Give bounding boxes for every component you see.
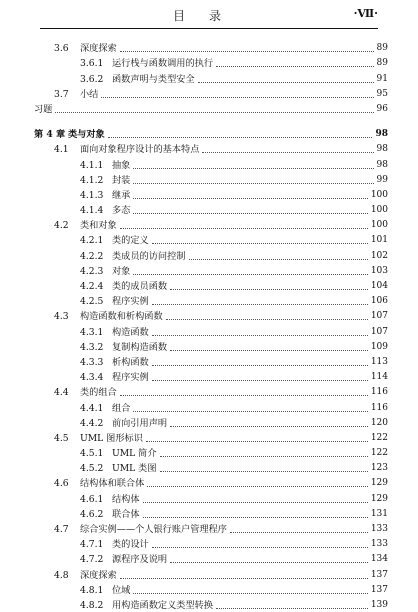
header-page-number: ·Ⅶ· — [353, 7, 378, 20]
toc-entry — [34, 308, 388, 323]
toc-entry-number: 4.2.2 — [80, 250, 104, 262]
toc-entry-title: 运行栈与函数调用的执行 — [112, 58, 214, 70]
toc-entry — [34, 536, 388, 551]
page-header — [40, 4, 378, 29]
toc-entry-title: 结构体和联合体 — [80, 478, 145, 490]
toc-entry-number: 4.6 — [54, 478, 69, 490]
toc-entry — [34, 232, 388, 247]
toc-entry-page: 99 — [376, 174, 388, 185]
dot-leader — [143, 502, 368, 503]
toc-entry-number: 4.7.1 — [80, 539, 104, 551]
dot-leader — [152, 380, 368, 381]
header-title: 目录 — [172, 9, 245, 23]
toc-entry-page: 100 — [370, 220, 388, 231]
dot-leader — [120, 51, 374, 52]
toc-entry-page: 95 — [376, 88, 388, 99]
toc-entry-page: 133 — [370, 539, 388, 550]
toc-entry-page: 102 — [370, 250, 388, 261]
toc-entry — [34, 490, 388, 505]
toc-entry — [34, 597, 388, 612]
toc-entry — [34, 86, 388, 101]
toc-entry-number: 4.3.4 — [80, 372, 104, 384]
dot-leader — [202, 152, 373, 153]
toc-entry-number: 4.6.1 — [80, 493, 104, 505]
dot-leader — [198, 82, 374, 83]
dot-leader — [152, 304, 368, 305]
toc-entry-page: 106 — [370, 296, 388, 307]
dot-leader — [133, 183, 373, 184]
toc-entry-page: 120 — [370, 417, 388, 428]
dot-leader — [152, 335, 368, 336]
toc-entry — [34, 551, 388, 566]
toc-entry-number: 4.1.4 — [80, 205, 104, 217]
toc-entry-title: 类的设计 — [112, 539, 149, 551]
toc-entry — [34, 187, 388, 202]
dot-leader — [170, 426, 368, 427]
toc-entry-page: 96 — [376, 103, 388, 114]
toc-entry — [34, 445, 388, 460]
toc-entry-number: 4.2.1 — [80, 235, 104, 247]
dot-leader — [108, 137, 373, 138]
toc-entry-title: 深度探索 — [80, 569, 117, 581]
toc-entry-title: 类的定义 — [112, 235, 149, 247]
dot-leader — [120, 395, 368, 396]
toc-entry — [34, 339, 388, 354]
toc-entry-title: UML 图形标识 — [80, 432, 143, 444]
toc-entry-title: 前向引用声明 — [112, 417, 168, 429]
toc-entry — [34, 172, 388, 187]
toc-entry-title: 类的成员函数 — [112, 281, 168, 292]
toc-entry — [34, 278, 388, 293]
dot-leader — [133, 198, 367, 199]
toc-entry — [34, 293, 388, 308]
toc-entry-title: 类成员的访问控制 — [112, 250, 186, 262]
toc-entry — [34, 70, 388, 85]
toc-entry-number: 4.2.4 — [80, 281, 104, 292]
toc-entry-title: 面向对象程序设计的基本特点 — [80, 144, 200, 156]
toc-entry-title: 结构体 — [112, 493, 140, 505]
toc-entry-number: 4.3.2 — [80, 341, 104, 353]
dot-leader — [133, 168, 373, 169]
toc-entry-title: 封装 — [112, 174, 131, 186]
toc-entry — [34, 247, 388, 262]
dot-leader — [152, 547, 368, 548]
toc-entry-number: 3.6.1 — [80, 58, 104, 70]
toc-entry-page: 116 — [370, 387, 388, 398]
toc-entry-page: 91 — [376, 73, 388, 84]
toc-entry-page: 116 — [370, 402, 388, 413]
toc-entry-page: 101 — [370, 235, 388, 246]
toc-entry-page: 104 — [370, 281, 388, 291]
toc-entry-page: 89 — [376, 43, 388, 54]
toc-entry — [34, 101, 388, 116]
toc-entry-title: 抽象 — [112, 159, 131, 171]
toc-entry-page: 100 — [370, 189, 388, 200]
dot-leader — [146, 441, 368, 442]
toc-entry-title: 类与对象 — [68, 129, 105, 141]
toc-entry-number: 4.1.2 — [80, 174, 104, 186]
toc-entry-number: 4.4.1 — [80, 402, 104, 414]
toc-entry-number: 3.6.2 — [80, 73, 104, 85]
toc-entry-page: 89 — [376, 58, 388, 69]
toc-entry-page: 113 — [370, 356, 388, 367]
toc-entry-title: 程序实例 — [112, 296, 149, 308]
toc-entry-number: 4.2.5 — [80, 296, 104, 308]
toc-entry-title: 函数声明与类型安全 — [112, 73, 195, 85]
toc-entry — [34, 55, 388, 70]
toc-entry-page: 109 — [370, 341, 388, 352]
toc-entry-title: 位域 — [112, 584, 131, 596]
dot-leader — [230, 532, 368, 533]
toc-entry-title: UML 简介 — [112, 448, 157, 460]
toc-entry-page: 114 — [370, 372, 388, 383]
toc-entry-page: 98 — [375, 129, 388, 140]
toc-entry — [34, 582, 388, 597]
toc-entry-page: 134 — [370, 554, 388, 565]
toc-entry — [34, 399, 388, 414]
toc-entry-number: 4.4.2 — [80, 417, 104, 429]
dot-leader — [170, 289, 368, 290]
toc-entry — [34, 566, 388, 581]
dot-leader — [143, 517, 368, 518]
toc-entry-title: 对象 — [112, 265, 131, 277]
toc-entry-number: 4.3.3 — [80, 356, 104, 368]
toc-entry-number: 4.5 — [54, 432, 69, 444]
toc-entry-page: 103 — [370, 265, 388, 276]
toc-entry-title: UML 类图 — [112, 463, 157, 475]
toc-entry-number: 4.8.2 — [80, 599, 104, 611]
toc-entry-number: 4.4 — [54, 387, 69, 399]
toc-entry-number: 4.5.1 — [80, 448, 104, 460]
dot-leader — [170, 562, 368, 563]
toc-entry — [34, 141, 388, 156]
dot-leader — [152, 243, 368, 244]
toc-entry-title: 类和对象 — [80, 220, 117, 232]
toc-entry-title: 构造函数和析构函数 — [80, 311, 163, 323]
dot-leader — [160, 471, 368, 472]
dot-leader — [160, 456, 368, 457]
toc-entry-number: 4.6.2 — [80, 508, 104, 520]
toc-entry-page: 139 — [370, 599, 388, 610]
toc-entry — [34, 384, 388, 399]
toc-entry-number: 4.2.3 — [80, 265, 104, 277]
toc-entry-title: 深度探索 — [80, 43, 117, 55]
toc-entry — [34, 369, 388, 384]
toc-entry-page: 131 — [370, 508, 388, 519]
toc-entry-page: 107 — [370, 326, 388, 337]
toc-entry-title: 组合 — [112, 402, 131, 414]
toc-entry-title: 程序实例 — [112, 372, 149, 384]
toc-entry-number: 4.2 — [54, 220, 69, 232]
dot-leader — [189, 259, 368, 260]
toc-entry-title: 多态 — [112, 205, 131, 217]
toc-entry-page: 122 — [370, 432, 388, 443]
toc-entry — [34, 217, 388, 232]
toc-entry-title: 小结 — [80, 88, 99, 100]
toc-entry-title: 联合体 — [112, 508, 140, 520]
toc-entry-number: 4.1 — [54, 144, 69, 156]
toc-entry-title: 用构造函数定义类型转换 — [112, 599, 214, 611]
toc-entry — [34, 475, 388, 490]
toc-entry-page: 98 — [376, 159, 388, 170]
toc-entry-number: 4.8.1 — [80, 584, 104, 596]
toc-entry-number: 4.1.3 — [80, 189, 104, 201]
toc-entry — [34, 506, 388, 521]
toc-entry — [34, 126, 388, 141]
toc-entry-page: 137 — [370, 584, 388, 595]
dot-leader — [133, 274, 367, 275]
toc-entry-number: 4.8 — [54, 569, 69, 581]
toc-entry-page: 98 — [376, 144, 388, 155]
dot-leader — [133, 593, 367, 594]
toc-entry — [34, 460, 388, 475]
toc-entry — [34, 156, 388, 171]
dot-leader — [133, 213, 367, 214]
dot-leader — [147, 486, 368, 487]
toc-entry-page: 122 — [370, 448, 388, 459]
dot-leader — [133, 411, 367, 412]
toc-entry-page: 129 — [370, 493, 388, 504]
dot-leader — [170, 350, 368, 351]
toc-entry-title: 复制构造函数 — [112, 341, 168, 353]
toc-entry-page: 123 — [370, 463, 388, 474]
toc-entry-title: 继承 — [112, 189, 131, 201]
toc-entry — [34, 354, 388, 369]
toc-entry-page: 137 — [370, 569, 388, 580]
toc-entry — [34, 202, 388, 217]
toc-entry-number: 4.3.1 — [80, 326, 104, 338]
toc-entry-number: 4.1.1 — [80, 159, 104, 171]
dot-leader — [216, 66, 373, 67]
toc-entry-page: 107 — [370, 311, 388, 322]
toc-entry-title: 类的组合 — [80, 387, 117, 399]
toc-entry — [34, 430, 388, 445]
toc-entry-title: 析构函数 — [112, 356, 149, 368]
toc-entry-number: 3.6 — [54, 43, 69, 55]
dot-leader — [120, 578, 368, 579]
toc-entry-number: 4.7 — [54, 524, 69, 535]
dot-leader — [152, 365, 368, 366]
toc-entry-title: 习题 — [34, 103, 53, 115]
toc-entry — [34, 323, 388, 338]
toc-entry-page: 100 — [370, 205, 388, 216]
dot-leader — [120, 228, 368, 229]
toc-entry — [34, 40, 388, 55]
toc-entry-number: 4.5.2 — [80, 463, 104, 475]
toc-entry-number: 4.3 — [54, 311, 69, 323]
toc-entry-page: 129 — [370, 478, 388, 489]
dot-leader — [166, 319, 368, 320]
toc-entry-title: 构造函数 — [112, 326, 149, 338]
toc-entry — [34, 415, 388, 430]
toc-entry-number: 3.7 — [54, 88, 69, 100]
dot-leader — [55, 112, 373, 113]
toc-entry-title: 综合实例——个人银行账户管理程序 — [80, 524, 227, 535]
toc-entry — [34, 521, 388, 536]
dot-leader — [216, 608, 368, 609]
toc-entry-number: 第 4 章 — [34, 129, 66, 141]
dot-leader — [101, 97, 373, 98]
table-of-contents — [34, 40, 388, 612]
toc-entry-number: 4.7.2 — [80, 554, 104, 566]
toc-entry-title: 源程序及说明 — [112, 554, 168, 566]
toc-entry — [34, 263, 388, 278]
toc-entry-page: 133 — [370, 524, 388, 534]
